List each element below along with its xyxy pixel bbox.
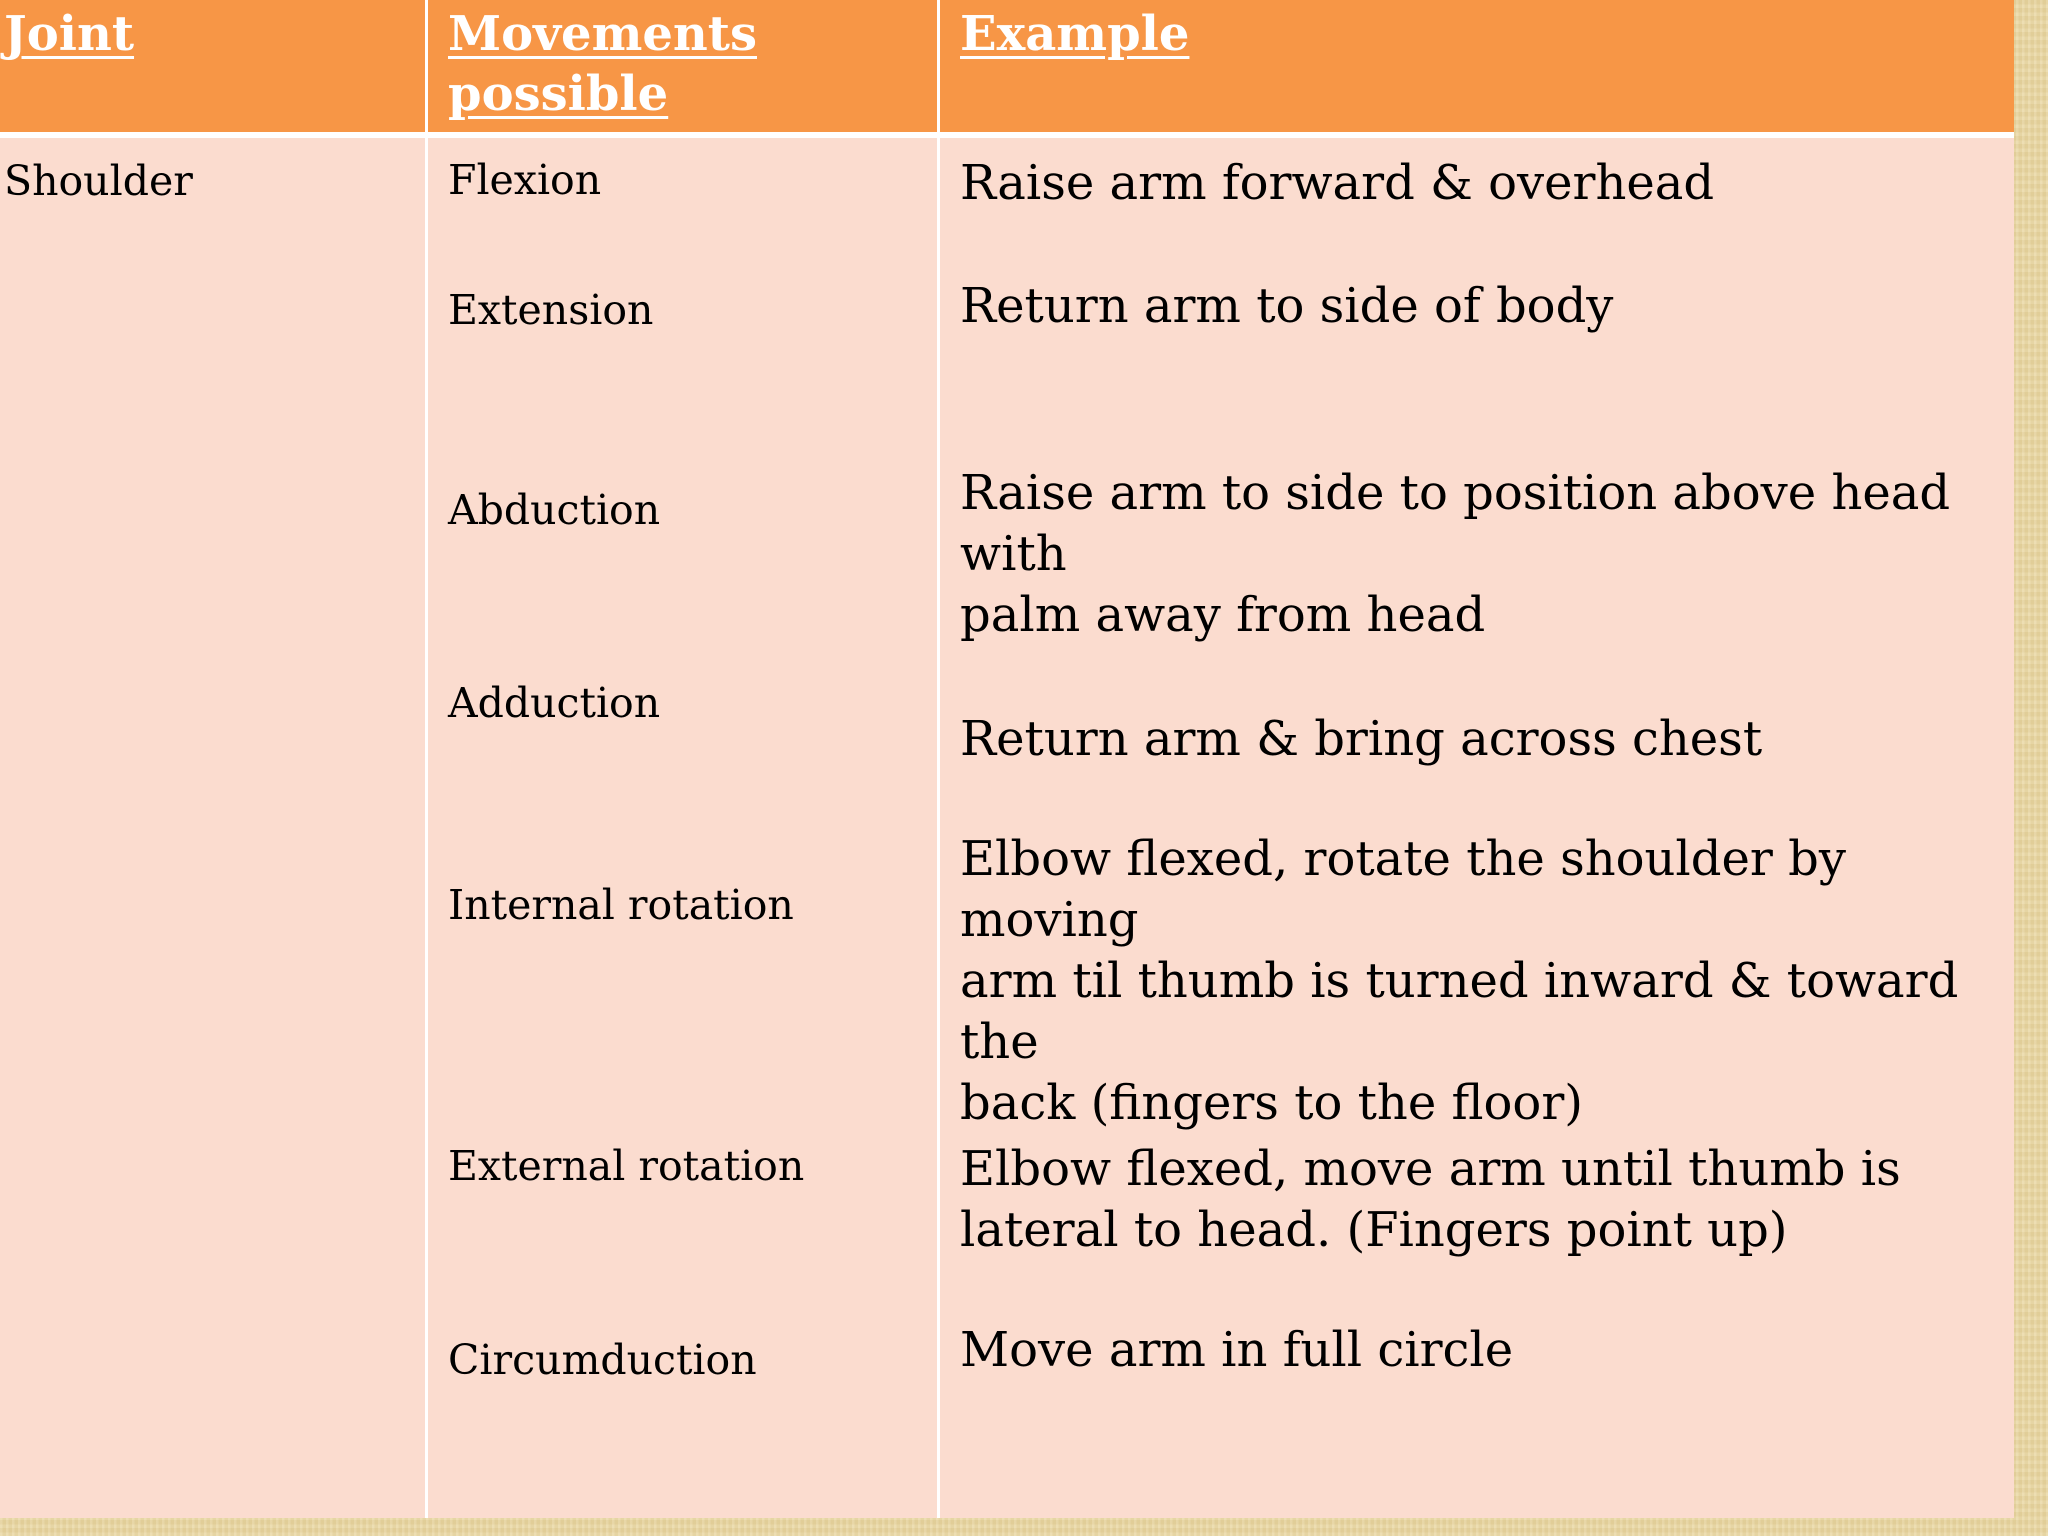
- movement-abduction: Abduction: [448, 486, 661, 534]
- example-line: lateral to head. (Fingers point up): [960, 1202, 1788, 1258]
- header-movements-line-1: Movements: [448, 6, 757, 62]
- column-divider: [425, 0, 428, 1518]
- example-extension: [960, 276, 2000, 337]
- header-example: [960, 4, 2000, 64]
- header-example-label: Example: [960, 6, 1190, 62]
- header-joint-label: Joint: [4, 6, 135, 62]
- example-line: back (fingers to the floor): [960, 1075, 1583, 1131]
- movement-external-rotation: External rotation: [448, 1142, 805, 1190]
- example-line: Elbow flexed, rotate the shoulder by moving: [960, 831, 1846, 948]
- example-line: arm til thumb is turned inward & toward the: [960, 953, 1959, 1070]
- example-line: Move arm in full circle: [960, 1322, 1514, 1378]
- movement-extension: Extension: [448, 286, 654, 334]
- example-line: Elbow flexed, move arm until thumb is: [960, 1141, 1901, 1197]
- header-movements-possible: [448, 4, 918, 124]
- header-movements-line-2: possible: [448, 66, 669, 122]
- example-line: Return arm & bring across chest: [960, 711, 1763, 767]
- column-divider: [937, 0, 940, 1518]
- example-flexion: [960, 153, 2000, 214]
- header-joint: [4, 4, 414, 64]
- movement-adduction: Adduction: [448, 679, 661, 727]
- joint-name-cell: Shoulder: [4, 157, 193, 205]
- example-line: Raise arm to side to position above head with: [960, 465, 1951, 582]
- example-external-rotation: [960, 1139, 2000, 1261]
- example-circumduction: [960, 1320, 2000, 1381]
- example-line: palm away from head: [960, 587, 1486, 643]
- movement-flexion: Flexion: [448, 156, 602, 204]
- movement-internal-rotation: Internal rotation: [448, 881, 794, 929]
- example-adduction: [960, 709, 2000, 770]
- example-line: Raise arm forward & overhead: [960, 155, 1715, 211]
- example-line: Return arm to side of body: [960, 278, 1614, 334]
- example-internal-rotation: [960, 829, 2000, 1134]
- movement-circumduction: Circumduction: [448, 1336, 757, 1384]
- example-abduction: [960, 463, 2000, 646]
